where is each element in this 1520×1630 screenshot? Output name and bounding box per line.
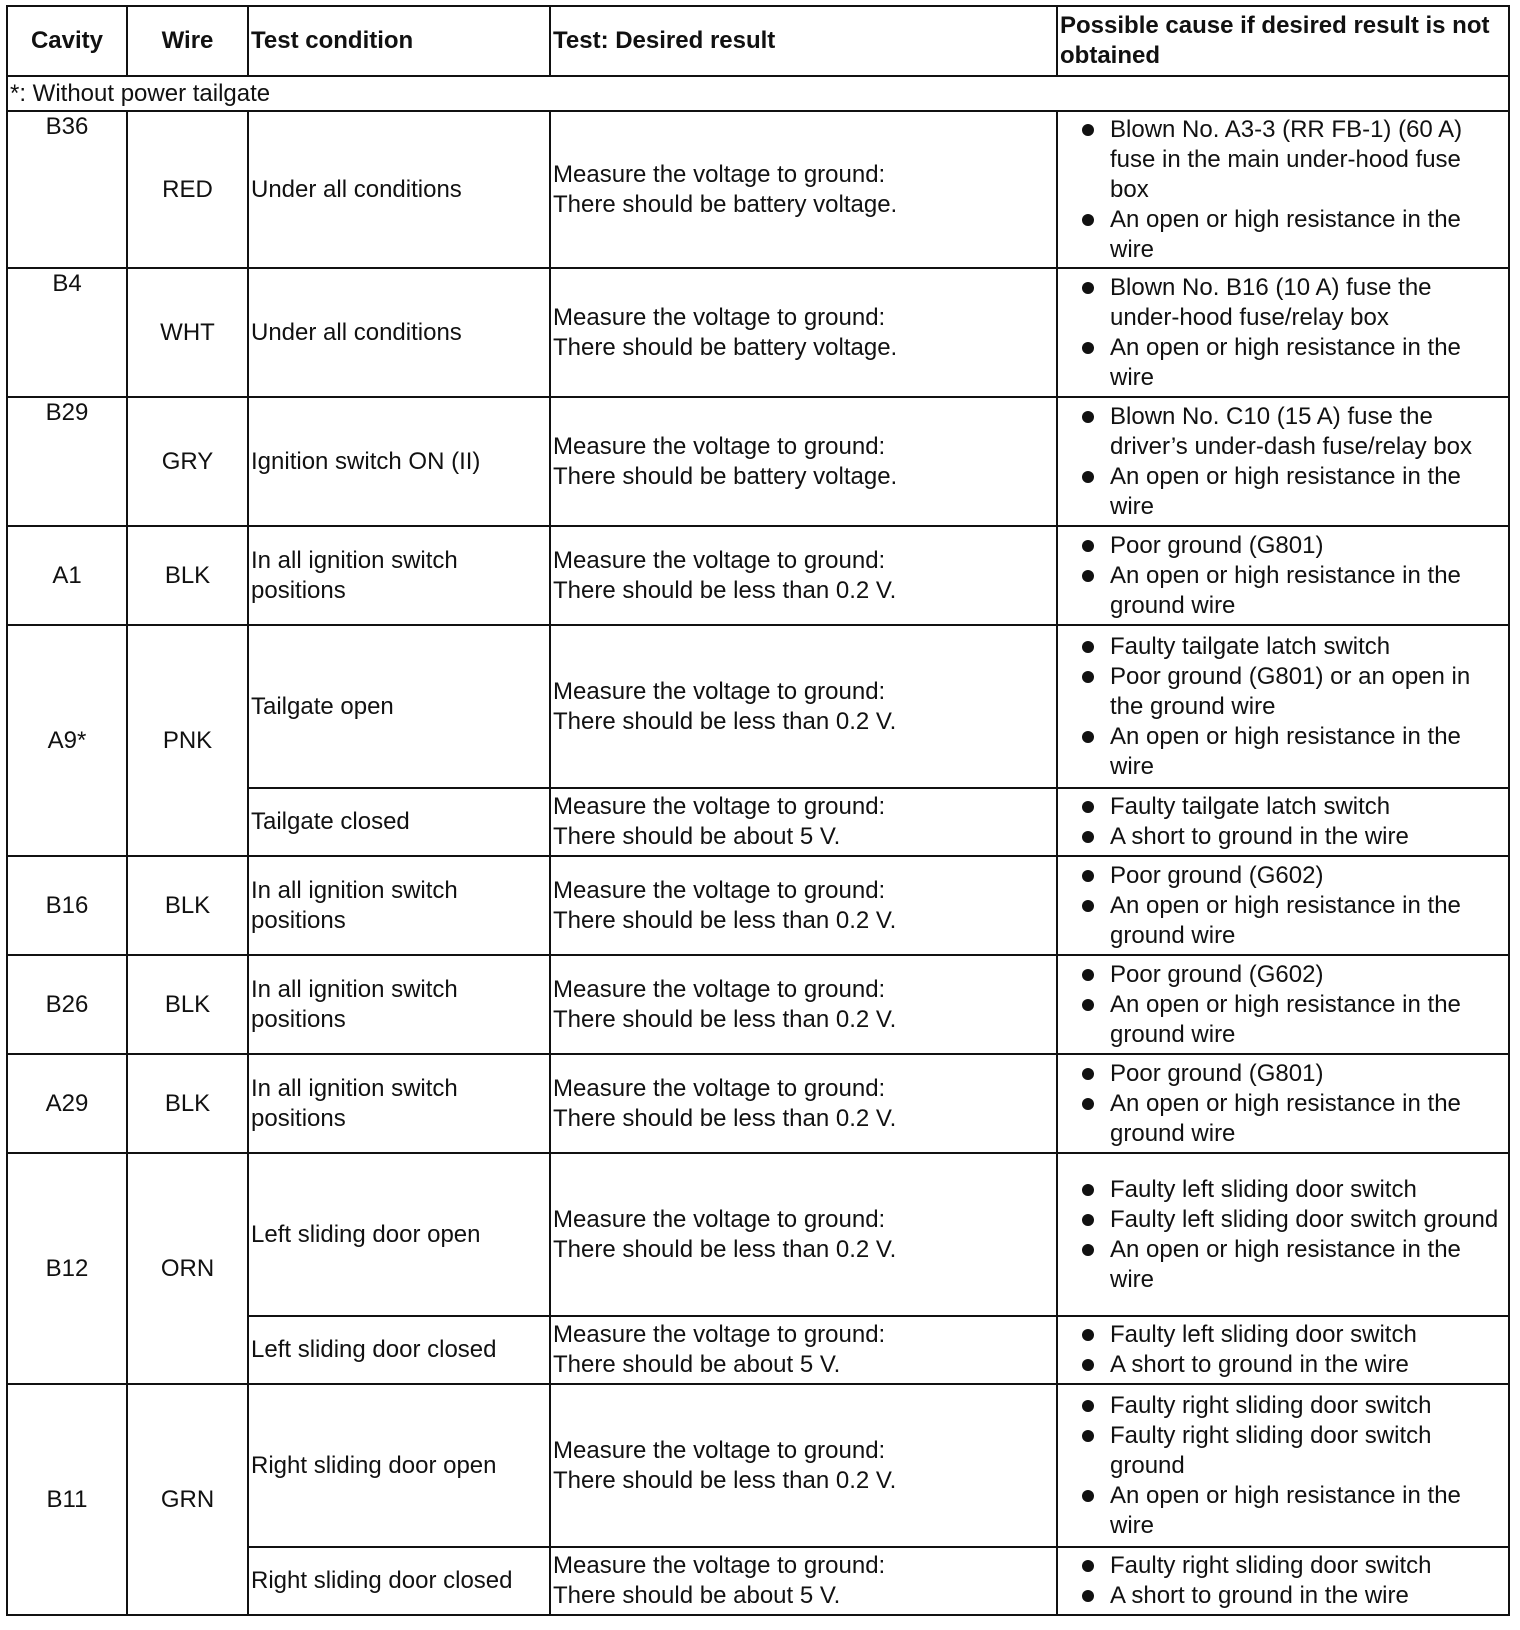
- wire-cell: ORN: [127, 1153, 248, 1384]
- cause-text: A short to ground in the wire: [1110, 1351, 1409, 1378]
- result-line: Measure the voltage to ground:: [553, 546, 886, 574]
- cause-text: An open or high resistance in the wire: [1110, 1481, 1461, 1539]
- bullet-icon: [1082, 214, 1094, 226]
- bullet-icon: [1082, 1184, 1094, 1196]
- bullet-icon: [1082, 1560, 1094, 1572]
- cause-item: [1078, 462, 1504, 522]
- result-cell: [550, 268, 1057, 397]
- result-line: There should be about 5 V.: [553, 1351, 841, 1378]
- cause-item: [1078, 1089, 1504, 1149]
- troubleshooting-sheet: [6, 5, 1510, 1616]
- cause-list: [1060, 960, 1506, 1050]
- cause-item: [1078, 1481, 1504, 1541]
- cause-text: An open or high resistance in the wire: [1110, 462, 1461, 520]
- bullet-icon: [1082, 1329, 1094, 1341]
- bullet-icon: [1082, 1590, 1094, 1602]
- table-row: [7, 1384, 1509, 1547]
- causes-cell: [1057, 1153, 1509, 1316]
- condition-cell: Ignition switch ON (II): [248, 397, 550, 526]
- cause-list: [1060, 1320, 1506, 1380]
- bullet-icon: [1082, 969, 1094, 981]
- cause-text: Poor ground (G801): [1110, 1059, 1324, 1087]
- table-row: [7, 1054, 1509, 1153]
- cause-text: Faulty tailgate latch switch: [1110, 632, 1391, 660]
- cause-item: [1078, 1205, 1504, 1235]
- cavity-cell: B11: [7, 1384, 127, 1615]
- result-cell: [550, 111, 1057, 268]
- result-line: Measure the voltage to ground:: [553, 1205, 886, 1233]
- cause-text: Faulty right sliding door switch: [1110, 1552, 1432, 1579]
- cause-item: [1078, 402, 1504, 462]
- cause-list: [1060, 531, 1506, 621]
- result-line: Measure the voltage to ground:: [553, 793, 886, 820]
- cause-text: Faulty left sliding door switch: [1110, 1321, 1417, 1348]
- result-line: There should be less than 0.2 V.: [553, 1104, 897, 1132]
- bullet-icon: [1082, 641, 1094, 653]
- cause-text: Blown No. C10 (15 A) fuse the driver’s under-dash fuse/relay box: [1110, 402, 1472, 460]
- cavity-cell: A9*: [7, 625, 127, 856]
- header-cavity: Cavity: [7, 6, 127, 76]
- bullet-icon: [1082, 731, 1094, 743]
- wire-cell: BLK: [127, 1054, 248, 1153]
- condition-cell: In all ignition switch positions: [248, 526, 550, 625]
- cause-item: [1078, 1059, 1504, 1089]
- header-wire: Wire: [127, 6, 248, 76]
- bullet-icon: [1082, 671, 1094, 683]
- result-line: There should be about 5 V.: [553, 823, 841, 850]
- cause-list: [1060, 115, 1506, 265]
- result-cell: [550, 1316, 1057, 1384]
- cavity-cell: B12: [7, 1153, 127, 1384]
- bullet-icon: [1082, 1490, 1094, 1502]
- causes-cell: [1057, 1547, 1509, 1615]
- result-line: There should be less than 0.2 V.: [553, 1235, 897, 1263]
- cause-item: [1078, 891, 1504, 951]
- condition-cell: In all ignition switch positions: [248, 856, 550, 955]
- bullet-icon: [1082, 1098, 1094, 1110]
- bullet-icon: [1082, 1244, 1094, 1256]
- cause-item: [1078, 1175, 1504, 1205]
- cause-list: [1060, 273, 1506, 393]
- result-line: Measure the voltage to ground:: [553, 876, 886, 904]
- result-line: Measure the voltage to ground:: [553, 1321, 886, 1348]
- result-line: There should be less than 0.2 V.: [553, 1466, 897, 1494]
- bullet-icon: [1082, 870, 1094, 882]
- wire-cell: RED: [127, 111, 248, 268]
- cause-item: [1078, 722, 1504, 782]
- header-desired-result: Test: Desired result: [550, 6, 1057, 76]
- cause-item: [1078, 861, 1504, 891]
- causes-cell: [1057, 111, 1509, 268]
- table-row: [7, 397, 1509, 526]
- cavity-cell: A29: [7, 1054, 127, 1153]
- causes-cell: [1057, 397, 1509, 526]
- result-line: There should be less than 0.2 V.: [553, 707, 897, 735]
- cause-item: [1078, 561, 1504, 621]
- cause-text: Faulty left sliding door switch: [1110, 1175, 1417, 1203]
- cause-text: An open or high resistance in the wire: [1110, 333, 1461, 391]
- cause-text: An open or high resistance in the ground wire: [1110, 891, 1461, 949]
- cause-item: [1078, 792, 1504, 822]
- result-cell: [550, 397, 1057, 526]
- bullet-icon: [1082, 471, 1094, 483]
- cause-item: [1078, 273, 1504, 333]
- condition-cell: Right sliding door open: [248, 1384, 550, 1547]
- result-line: There should be battery voltage.: [553, 190, 898, 218]
- cause-text: A short to ground in the wire: [1110, 823, 1409, 850]
- bullet-icon: [1082, 999, 1094, 1011]
- cause-item: [1078, 115, 1504, 205]
- result-line: Measure the voltage to ground:: [553, 677, 886, 705]
- result-cell: [550, 625, 1057, 788]
- cause-text: An open or high resistance in the wire: [1110, 205, 1461, 263]
- bullet-icon: [1082, 1214, 1094, 1226]
- result-line: Measure the voltage to ground:: [553, 160, 886, 188]
- cause-text: A short to ground in the wire: [1110, 1582, 1409, 1609]
- cavity-cell: B26: [7, 955, 127, 1054]
- cavity-cell: A1: [7, 526, 127, 625]
- wire-cell: GRN: [127, 1384, 248, 1615]
- footnote-without-power-tailgate: *: Without power tailgate: [7, 76, 1509, 111]
- condition-cell: Tailgate closed: [248, 788, 550, 856]
- bullet-icon: [1082, 570, 1094, 582]
- cause-text: Poor ground (G801) or an open in the ground wire: [1110, 662, 1471, 720]
- condition-cell: Under all conditions: [248, 268, 550, 397]
- cause-list: [1060, 402, 1506, 522]
- cause-text: An open or high resistance in the ground wire: [1110, 990, 1461, 1048]
- result-line: There should be battery voltage.: [553, 333, 898, 361]
- result-line: Measure the voltage to ground:: [553, 432, 886, 460]
- result-line: There should be about 5 V.: [553, 1582, 841, 1609]
- result-cell: [550, 526, 1057, 625]
- cause-text: Faulty right sliding door switch ground: [1110, 1421, 1432, 1479]
- cause-item: [1078, 1350, 1504, 1380]
- bullet-icon: [1082, 1400, 1094, 1412]
- condition-cell: Right sliding door closed: [248, 1547, 550, 1615]
- cause-list: [1060, 861, 1506, 951]
- causes-cell: [1057, 955, 1509, 1054]
- bullet-icon: [1082, 540, 1094, 552]
- condition-cell: In all ignition switch positions: [248, 955, 550, 1054]
- condition-cell: Left sliding door open: [248, 1153, 550, 1316]
- bullet-icon: [1082, 282, 1094, 294]
- cause-list: [1060, 1175, 1506, 1295]
- bullet-icon: [1082, 801, 1094, 813]
- result-cell: [550, 1384, 1057, 1547]
- causes-cell: [1057, 856, 1509, 955]
- table-row: [7, 111, 1509, 268]
- table-row: [7, 856, 1509, 955]
- cause-text: An open or high resistance in the ground wire: [1110, 561, 1461, 619]
- wire-cell: BLK: [127, 955, 248, 1054]
- wire-cell: WHT: [127, 268, 248, 397]
- condition-cell: In all ignition switch positions: [248, 1054, 550, 1153]
- cavity-cell: B16: [7, 856, 127, 955]
- cause-list: [1060, 792, 1506, 852]
- note-row: [7, 76, 1509, 111]
- cause-item: [1078, 1391, 1504, 1421]
- result-line: There should be battery voltage.: [553, 462, 898, 490]
- condition-cell: Left sliding door closed: [248, 1316, 550, 1384]
- cause-item: [1078, 1581, 1504, 1611]
- cavity-cell: B29: [7, 397, 127, 526]
- cause-text: Poor ground (G801): [1110, 531, 1324, 559]
- table-row: [7, 268, 1509, 397]
- header-possible-cause: Possible cause if desired result is not obtained: [1057, 6, 1509, 76]
- cause-item: [1078, 1421, 1504, 1481]
- result-cell: [550, 955, 1057, 1054]
- result-cell: [550, 1054, 1057, 1153]
- table-row: [7, 625, 1509, 788]
- bullet-icon: [1082, 124, 1094, 136]
- cause-text: Faulty right sliding door switch: [1110, 1391, 1432, 1419]
- terminal-test-table: [6, 5, 1510, 1616]
- cause-text: An open or high resistance in the ground wire: [1110, 1089, 1461, 1147]
- cavity-cell: B4: [7, 268, 127, 397]
- cause-text: Poor ground (G602): [1110, 861, 1324, 889]
- wire-cell: GRY: [127, 397, 248, 526]
- result-line: Measure the voltage to ground:: [553, 1552, 886, 1579]
- result-line: There should be less than 0.2 V.: [553, 1005, 897, 1033]
- condition-cell: Tailgate open: [248, 625, 550, 788]
- cause-text: An open or high resistance in the wire: [1110, 1235, 1461, 1293]
- wire-cell: BLK: [127, 856, 248, 955]
- result-cell: [550, 1547, 1057, 1615]
- bullet-icon: [1082, 342, 1094, 354]
- cause-text: Faulty left sliding door switch ground: [1110, 1205, 1499, 1233]
- header-test-condition: Test condition: [248, 6, 550, 76]
- causes-cell: [1057, 1316, 1509, 1384]
- bullet-icon: [1082, 900, 1094, 912]
- bullet-icon: [1082, 1359, 1094, 1371]
- cause-text: Blown No. A3-3 (RR FB-1) (60 A) fuse in the main under-hood fuse box: [1110, 115, 1463, 203]
- header-row: [7, 6, 1509, 76]
- bullet-icon: [1082, 1430, 1094, 1442]
- cause-item: [1078, 1551, 1504, 1581]
- cause-item: [1078, 960, 1504, 990]
- table-row: [7, 955, 1509, 1054]
- causes-cell: [1057, 625, 1509, 788]
- cause-list: [1060, 632, 1506, 782]
- causes-cell: [1057, 788, 1509, 856]
- causes-cell: [1057, 268, 1509, 397]
- table-row: [7, 1153, 1509, 1316]
- bullet-icon: [1082, 831, 1094, 843]
- cause-text: An open or high resistance in the wire: [1110, 722, 1461, 780]
- cause-item: [1078, 333, 1504, 393]
- cause-item: [1078, 990, 1504, 1050]
- cause-item: [1078, 531, 1504, 561]
- result-cell: [550, 788, 1057, 856]
- result-line: Measure the voltage to ground:: [553, 1074, 886, 1102]
- result-line: There should be less than 0.2 V.: [553, 906, 897, 934]
- cause-item: [1078, 632, 1504, 662]
- cause-text: Faulty tailgate latch switch: [1110, 793, 1391, 820]
- cavity-cell: B36: [7, 111, 127, 268]
- bullet-icon: [1082, 1068, 1094, 1080]
- bullet-icon: [1082, 411, 1094, 423]
- wire-cell: BLK: [127, 526, 248, 625]
- cause-list: [1060, 1391, 1506, 1541]
- result-line: Measure the voltage to ground:: [553, 303, 886, 331]
- cause-item: [1078, 205, 1504, 265]
- cause-text: Blown No. B16 (10 A) fuse the under-hood fuse/relay box: [1110, 273, 1432, 331]
- wire-cell: PNK: [127, 625, 248, 856]
- result-line: Measure the voltage to ground:: [553, 1436, 886, 1464]
- causes-cell: [1057, 1384, 1509, 1547]
- result-line: There should be less than 0.2 V.: [553, 576, 897, 604]
- causes-cell: [1057, 526, 1509, 625]
- table-row: [7, 526, 1509, 625]
- cause-item: [1078, 1235, 1504, 1295]
- cause-item: [1078, 662, 1504, 722]
- cause-item: [1078, 1320, 1504, 1350]
- cause-list: [1060, 1551, 1506, 1611]
- cause-item: [1078, 822, 1504, 852]
- condition-cell: Under all conditions: [248, 111, 550, 268]
- result-cell: [550, 1153, 1057, 1316]
- cause-list: [1060, 1059, 1506, 1149]
- cause-text: Poor ground (G602): [1110, 960, 1324, 988]
- causes-cell: [1057, 1054, 1509, 1153]
- result-cell: [550, 856, 1057, 955]
- result-line: Measure the voltage to ground:: [553, 975, 886, 1003]
